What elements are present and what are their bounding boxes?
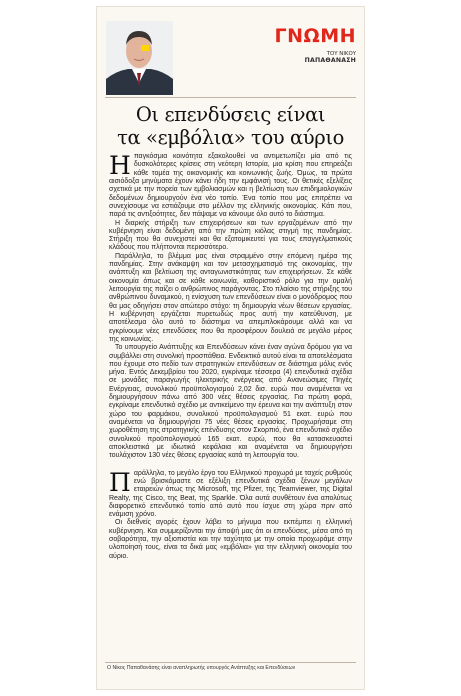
drop-cap: Η [109, 151, 131, 180]
paragraph-4: Το υπουργείο Ανάπτυξης και Επενδύσεων κάνει έναν αγώνα δρόμου για να συμβάλλει στη συνολική προσπάθεια. Ενδεικτικό αυτού είναι τα αποτελέσματα που έχουμε στο πεδίο των στρατηγικών επενδύσεων σε διάστημα μόλις ενός μήνα. Εντός Δεκεμβρίου του 2020, εγκρίναμε τέσσερα (4) επενδυτικά σχέδια σε μονάδες παραγωγής ηλεκτρικής ενέργειας από Ανανεώσιμες Πηγές Ενέργειας, συνολικού προϋπολογισμού 2,02 δισ. ευρώ που αναμένεται να δημιουργήσουν πάνω από 300 νέες θέσεις εργασίας. Για πρώτη φορά, εγκρίναμε επενδυτικό σχέδιο με αντικείμενο την έρευνα και την ανάπτυξη στον χώρο του φαρμάκου, συνολικού προϋπολογισμού 51 εκατ. ευρώ που αναμένεται να δημιουργήσει 75 νέες θέσεις εργασίας. Προχωρήσαμε στη χωροθέτηση της στρατηγικής επένδυσης στον Σκορπιό, ένα επενδυτικό σχέδιο συνολικού προϋπολογισμού 165 εκατ. ευρώ, που θα κατασκευαστεί αποκλειστικά με ιδιωτικά κεφάλαια και αναμένεται να δημιουργήσει τουλάχιστον 130 νέες θέσεις εργασίας κατά τη λειτουργία του. [109, 344, 352, 460]
author-bio: Ο Νίκος Παπαθανάσης είναι αναπληρωτής υπουργός Ανάπτυξης και Επενδύσεων [107, 665, 296, 671]
header-divider [105, 97, 356, 98]
paragraph-1-text: παγκόσμια κοινότητα εξακολουθεί να αντιμετωπίζει μία από τις δυσκολότερες κρίσεις στη νεότερη Ιστορία, μια κρίση που επηρεάζει κάθε τομέα της οικονομικής και κοινωνικής ζωής. Όμως, τα πρώτα αισιόδοξα μηνύματα έχουν κάνει ήδη την εμφάνισή τους. Οι θετικές εξελίξεις σχετικά με την πορεία των εμβολιασμών και η βελτίωση των επιδημιολογικών δεδομένων δημιουργούν ένα νέο τοπίο. Ένα τοπίο που μας επιτρέπει να συνεχίσουμε να εστιάζουμε στο μέλλον της ελληνικής οικονομίας. Κάτι που, παρά τις αντιξοότητες, δεν πάψαμε να κάνουμε όλο αυτό το διάστημα. [109, 153, 352, 219]
paragraph-3: Παράλληλα, το βλέμμα μας είναι στραμμένο στην επόμενη ημέρα της πανδημίας. Στην ανάκαμψη και τον μετασχηματισμό της οικονομίας, την ανάπτυξη και βελτίωση της ανταγωνιστικότητας των επιχειρήσεων. Σε κάθε οικονομία όπως και σε κάθε κοινωνία, καθοριστικό ρόλο για την ομαλή λειτουργία της παίζει ο ανθρώπινος παράγοντας. Στο πλαίσιο της στήριξης του ανθρώπινου δυναμικού, η ενίσχυση των επενδύσεων είναι ο μονόδρομος που θα μας οδηγήσει στον απώτερο στόχο: τη δημιουργία νέων θέσεων εργασίας. Η κυβέρνηση εργάζεται πυρετωδώς προς αυτή την κατεύθυνση, με αποτέλεσμα όλο αυτό το διάστημα να απεμπλοκάρουμε αλλά και να εγκρίνουμε νέες επενδύσεις που θα προσφέρουν δουλειά σε μεγάλο μέρος της κοινωνίας. [109, 252, 352, 343]
article-body [109, 153, 352, 561]
paragraph-5 [109, 467, 352, 520]
title-line-2: τα «εμβόλια» του αύριο [117, 126, 344, 149]
paragraph-6: Οι διεθνείς αγορές έχουν λάβει το μήνυμα που εκπέμπει η ελληνική κυβέρνηση. Και συμμερίζονται την άποψή μας ότι οι επενδύσεις, μέσα από τη σοβαρότητα, την αξιοπιστία και την ταχύτητα με την οποία προχωράμε στην υλοποίησή τους, είναι τα δικά μας «εμβόλια» για την ελληνική οικονομία του αύριο. [109, 519, 352, 560]
paragraph-5-text: αράλληλα, το μεγάλο έργο του Ελληνικού προχωρά με ταχείς ρυθμούς ενώ βρισκόμαστε σε εξέλιξη επενδυτικά σχέδια ξένων μεγάλων εταιρειών όπως της Microsoft, της Pfizer, της Teamviewer, της Digital Realty, της Cisco, της Beat, της Sparkle. Όλα αυτά συνθέτουν ένα απολύτως διαφορετικό επενδυτικό τοπίο από αυτό που ίσχυε στη χώρα πριν από ενάμιση χρόνο. [109, 469, 352, 519]
drop-cap: Π [109, 467, 131, 497]
byline-prefix: ΤΟΥ ΝΙΚΟΥ [326, 51, 356, 57]
author-photo [106, 21, 173, 95]
column-rubric: ΓΝΩΜΗ [274, 25, 356, 47]
title-line-1: Οι επενδύσεις είναι [135, 103, 326, 126]
paragraph-1 [109, 153, 352, 220]
byline [305, 51, 356, 64]
bio-divider [105, 662, 356, 663]
byline-author: ΠΑΠΑΘΑΝΑΣΗ [304, 57, 356, 65]
paragraph-2: Η διαρκής στήριξη των επιχειρήσεων και των εργαζομένων από την κυβέρνηση είναι δεδομένη από την πρώτη κιόλας στιγμή της πανδημίας. Στήριξη που θα συνεχιστεί και θα εξατομικευτεί για τους επαγγελματικούς κλάδους που πλήττονται περισσότερο. [109, 219, 352, 252]
article-title [97, 103, 364, 149]
section-gap [109, 461, 352, 470]
column-header [97, 7, 364, 95]
newspaper-page [96, 6, 365, 690]
